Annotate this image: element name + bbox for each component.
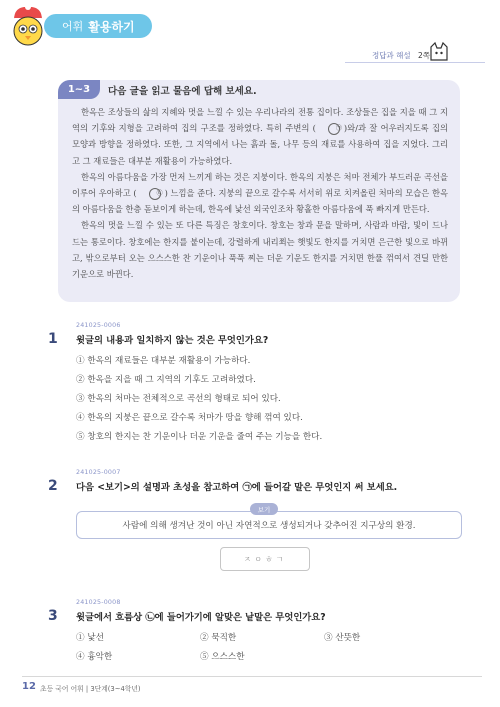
paragraph-1-part-b: )와/과 잘 어우러지도록 집의 모양과 방향을 정하였다. 또한, 그 지역에서 나는 흙과 돌, 나무 등의 재료를 사용하여 집을 지었다. 그리고 그 재료들은 대부분 재활용이 가능하였다.	[72, 123, 449, 166]
blank-marker-a: ㉠	[328, 123, 340, 135]
blank-marker-b: ㉡	[149, 188, 161, 200]
question-3-number: 3	[48, 608, 58, 624]
question-1-text: 윗글의 내용과 일치하지 않는 것은 무엇인가요?	[76, 335, 269, 346]
question-3-option-1[interactable]: ① 낯선	[76, 633, 104, 643]
question-2-text: 다음 <보기>의 설명과 초성을 참고하여 ㉠에 들어갈 말은 무엇인지 써 보세요.	[76, 482, 398, 493]
section-title: 활용하기	[88, 19, 135, 34]
paragraph-1-part-a: 한옥은 조상들의 삶의 지혜와 멋을 느낄 수 있는 우리나라의 전통 집이다. 조상들은 집을 지을 때 그 지역의 기후와 지형을 고려하여 집의 구조를 정하였다. 특히 주변의 (	[72, 107, 448, 134]
header-divider	[345, 62, 485, 63]
bogi-box	[76, 511, 462, 539]
answer-label: 정답과 해설	[371, 51, 411, 60]
initial-consonant-hint: ㅈㅇㅎㄱ	[243, 554, 287, 564]
section-title-pill	[44, 14, 152, 38]
series-label: 어휘	[62, 20, 84, 33]
question-1-number: 1	[48, 331, 58, 347]
passage-instruction: 다음 글을 읽고 물음에 답해 보세요.	[108, 86, 257, 97]
question-1-option-2[interactable]: ② 한옥을 지을 때 그 지역의 기후도 고려하였다.	[76, 375, 256, 385]
question-3-code: 241025-0008	[76, 599, 121, 606]
question-1-code: 241025-0006	[76, 322, 121, 329]
bogi-label: 보기	[250, 503, 278, 515]
question-3-option-2[interactable]: ② 묵직한	[200, 633, 237, 643]
bogi-text: 사람에 의해 생겨난 것이 아닌 자연적으로 생성되거나 갖추어진 지구상의 환경.	[122, 521, 416, 531]
question-2-number: 2	[48, 478, 58, 494]
question-range-badge: 1~3	[58, 80, 100, 99]
answer-reference	[372, 50, 430, 61]
answer-input-box[interactable]	[220, 547, 310, 571]
paragraph-2-part-b: ) 느낌을 준다. 지붕의 끝으로 갈수록 서서히 위로 치켜올린 처마의 모습은 한옥의 아름다움을 한층 돋보이게 하는데, 한옥에 낯선 외국인조차 황홀한 아름다움에 푹 빠지게 만든다.	[72, 188, 448, 215]
question-1-option-5[interactable]: ⑤ 창호의 한지는 찬 기운이나 더운 기운을 줄여 주는 기능을 한다.	[76, 432, 323, 442]
question-1-option-1[interactable]: ① 한옥의 재료들은 대부분 재활용이 가능하다.	[76, 356, 251, 366]
page-number: 12	[22, 681, 36, 692]
answer-page: 2쪽	[417, 51, 430, 60]
passage-paragraph-3: 한옥의 멋을 느낄 수 있는 또 다른 특징은 창호이다. 창호는 창과 문을 말하며, 사람과 바람, 빛이 드나드는 통로이다. 창호에는 한지를 붙이는데, 강렬하게 내리쬐는 햇빛도 한지를 거치면 은근한 빛으로 바뀌고, 밖으로부터 오는 으스스한 찬 기운이나 푹푹 찌는 더운 기운도 한지를 거치면 한풀 꺾여서 견딜 만한 기운으로 바뀐다.	[72, 220, 448, 280]
cat-icon	[428, 40, 450, 62]
question-3-option-4[interactable]: ④ 흉악한	[76, 652, 113, 662]
passage-paragraph-1	[72, 104, 448, 169]
question-3-option-5[interactable]: ⑤ 으스스한	[200, 652, 245, 662]
passage-paragraph-2	[72, 169, 448, 218]
passage-body	[72, 104, 448, 282]
question-3-option-3[interactable]: ③ 산뜻한	[324, 633, 361, 643]
paragraph-2-part-a: 한옥의 아름다움을 가장 먼저 느끼게 하는 것은 지붕이다. 한옥의 지붕은 처마 전체가 부드러운 곡선을 이루어 우아하고 (	[72, 171, 448, 199]
question-1-option-3[interactable]: ③ 한옥의 처마는 전체적으로 곡선의 형태로 되어 있다.	[76, 394, 281, 404]
footer-divider	[22, 676, 482, 677]
footer-book-title: 초등 국어 어휘 | 3단계(3~4학년)	[40, 685, 141, 693]
question-3-text: 윗글에서 흐름상 ㉡에 들어가기에 알맞은 낱말은 무엇인가요?	[76, 612, 326, 623]
question-2-code: 241025-0007	[76, 469, 121, 476]
question-1-option-4[interactable]: ④ 한옥의 지붕은 끝으로 갈수록 처마가 땅을 향해 꺾여 있다.	[76, 413, 303, 423]
